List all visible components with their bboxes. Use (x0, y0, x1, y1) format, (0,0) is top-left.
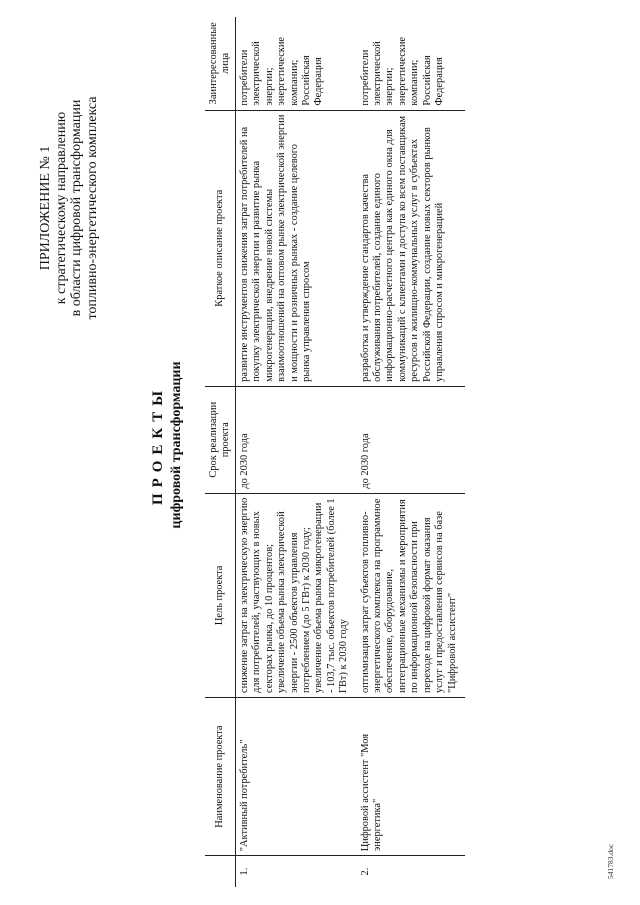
appendix-line-4: топливно-энергетического комплекса (84, 96, 100, 320)
appendix-line-2: к стратегическому направлению (53, 111, 69, 305)
header-number (205, 856, 236, 887)
row-project-name: "Активный потребитель" (236, 698, 357, 856)
file-reference: 541783.doc (606, 843, 615, 879)
row-number: 1. (239, 867, 250, 876)
header-term: Срок реализации проекта (205, 386, 236, 493)
header-goal: Цель проекта (205, 493, 236, 697)
row-stakeholders: потребители электрической энергии; энергетические компании; Российская Федерация (236, 17, 357, 110)
row-project-description: развитие инструментов снижения затрат потребителей на покупку электрической энергии и развитие рынка микрогенерации, внедрение новой системы взаимоотношений на оптовом рынке электрической энергии и мощности и розничных рынках - создание целевого рынка управления спросом (236, 110, 357, 386)
appendix-header (38, 58, 100, 358)
table-row (357, 17, 465, 887)
projects-table (205, 17, 465, 887)
document-title (148, 315, 186, 575)
row-project-term: до 2030 года (236, 386, 357, 493)
appendix-line-1: ПРИЛОЖЕНИЕ № 1 (38, 145, 53, 271)
title-projects: ПРОЕКТЫ (150, 384, 166, 506)
row-project-goal: оптимизация затрат субъектов топливно-энергетического комплекса на программное обеспечение, оборудование, интеграционные механизмы и мероприятия по информационной безопасности при переходе на цифровой формат оказания услуг и предоставления сервисов на базе "Цифровой ассистент" (357, 493, 465, 697)
header-stakeholders: Заинтересованные лица (205, 17, 236, 110)
header-name: Наименование проекта (205, 698, 236, 856)
row-stakeholders: потребители электрической энергии; энергетические компании; Российская Федерация (357, 17, 465, 110)
row-project-name: Цифровой ассистент "Моя энергетика" (357, 698, 465, 856)
row-number: 2. (359, 867, 371, 876)
appendix-line-3: в области цифровой трансформации (69, 99, 84, 317)
title-subtitle: цифровой трансформации (169, 361, 184, 529)
row-project-term: до 2030 года (357, 386, 465, 493)
row-project-goal: снижение затрат на электрическую энергию для потребителей, участвующих в новых секторах рынка, до 10 процентов; увеличение объема рынка электрической энергии - 2500 объектов управления потреблением (до 5 ГВт) к 2030 году; увеличение объема рынка микрогенерации - 103,7 тыс. объектов потребителей (более 1 ГВт) к 2030 году (236, 493, 357, 697)
table-header-row (205, 17, 236, 887)
table-row (236, 17, 357, 887)
row-project-description: разработка и утверждение стандартов качества обслуживания потребителей, создание единого информационно-расчетного центра как единого окна для коммуникаций с клиентами и доступа ко всем поставщикам ресурсов и жилищно-коммунальных услуг в субъектах Российской Федерации, создание новых секторов рынков управления спросом и микрогенерацией (357, 110, 465, 386)
header-description: Краткое описание проекта (205, 110, 236, 386)
